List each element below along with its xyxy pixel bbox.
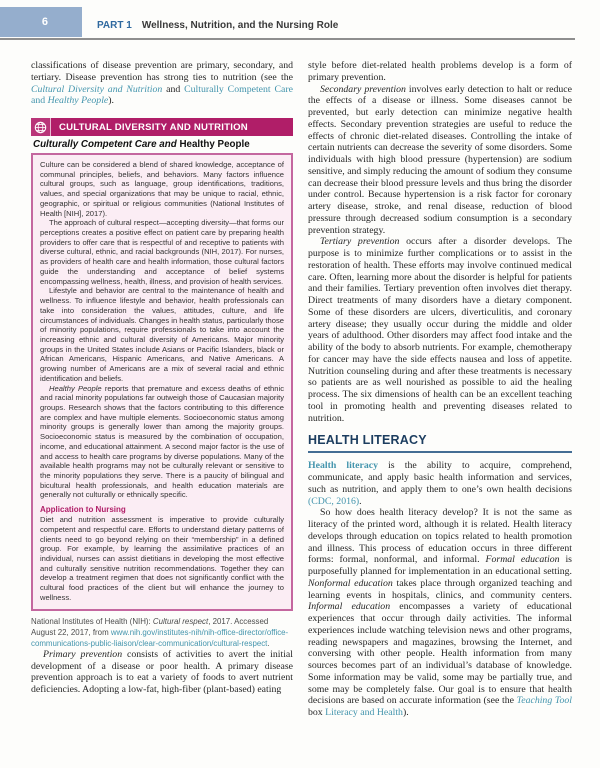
- cultural-diversity-feature-box: [31, 118, 293, 611]
- text-segment: is purposefully planned for implementation in an educational setting.: [308, 554, 572, 577]
- text-segment: Healthy People: [179, 139, 250, 150]
- feature-box-subtitle: [31, 136, 293, 153]
- text-segment: ).: [108, 95, 114, 107]
- health-literacy-section-heading: HEALTH LITERACY: [308, 433, 572, 453]
- application-to-nursing-heading: Application to Nursing: [40, 505, 126, 515]
- text-segment: Diet and nutrition assessment is imperative to provide culturally competent and respectful care. Efforts to understand dietary patterns of clients need to go beyond relying on their “membership” in a defined group. For example, by learning the assimilative practices of an individual, nurses can assist dietitians in developing the most effective and culturally sensitive nutrition recommendations. Together they can develop a treatment regimen that does not significantly conflict with the cultural food practices of the client but will enhance the journey to wellness.: [40, 515, 284, 602]
- text-segment: Culture can be considered a blend of shared knowledge, acceptance of communal principles, beliefs, and behaviors. Many factors influence cultural groups, such as language, group identifications, traditions, values, and special organizations that may be unique to racial, ethnic, geographic, or spiritual or religious communities (National Institutes of Health [NIH], 2017).: [40, 160, 284, 218]
- feature-box-body: [31, 153, 293, 611]
- text-segment: classifications of disease prevention are primary, secondary, and tertiary. Disease prevention has strong ties to nutrition (see the: [31, 60, 293, 83]
- text-segment: reports that premature and excess deaths of ethnic and racial minority populations far outweigh those of Caucasian majority groups. Research shows that the factors contributing to this difference are complex and have multiple elements. Socioeconomic status among minority groups is generally lower than among the majority groups. Socioeconomic status is measured by the combination of occupation, income, and educational attainment. A second major factor is the use of and access to health care programs by diverse populations. Many of the available health programs may not be culturally relevant or sensitive to the minority populations they serve. There is a paucity of bilingual and bicultural health professionals, and health education materials are generally not culturally or ethnically specific.: [40, 383, 284, 500]
- text-segment: encompasses a variety of educational experiences that occur through daily activities. The informal experiences include watching television news and other programs, reading newspapers and magazines, browsing the Internet, and conversing with other people. Health information from many sources becomes part of an individual’s database of knowledge. Some information may be valid, some may be partially true, and some may be completely false. Our goal is to ensure that health decisions are based on accurate information (see the: [308, 601, 572, 707]
- text-segment: Nonformal education: [308, 577, 393, 589]
- box-paragraph-lifestyle-behavior: [40, 286, 284, 383]
- nih-citation: [31, 616, 293, 649]
- text-segment: consists of activities to avert the initial development of a disease or poor health. A primary disease prevention approach is to eat a variety of foods to avert nutrient deficiencies. Adopting a low-fat, high-fiber (plant-based) eating: [31, 648, 293, 696]
- box-paragraph-application-to-nursing: [40, 515, 284, 602]
- text-segment: .: [267, 638, 270, 648]
- paragraph-health-literacy-definition: [308, 460, 572, 507]
- cross-reference-link[interactable]: Literacy and Health: [325, 707, 403, 718]
- page-header: [0, 0, 600, 48]
- text-segment: Primary prevention: [43, 648, 123, 660]
- cross-reference-link[interactable]: (CDC, 2016): [308, 495, 360, 507]
- text-segment: Secondary prevention: [320, 83, 406, 95]
- text-segment: So how does health literacy develop? It is not the same as literacy of the printed word, although it is related. Health literacy develops through education on topics related to health promotion and illness. This process of education occurs in three different forms: formal, nonformal, and informal.: [308, 507, 572, 566]
- cross-reference-link[interactable]: Cultural Diversity and Nutrition: [31, 83, 163, 95]
- paragraph-primary-prevention-continued: [308, 60, 572, 84]
- part-title: Wellness, Nutrition, and the Nursing Role: [141, 20, 339, 31]
- paragraph-disease-prevention-intro: [31, 60, 293, 107]
- text-segment: Culturally Competent Care and: [33, 139, 180, 150]
- text-segment: .: [359, 495, 362, 507]
- text-segment: Formal education: [485, 554, 560, 566]
- globe-icon: [31, 118, 51, 136]
- text-segment: ).: [402, 707, 409, 718]
- paragraph-secondary-prevention: [308, 84, 572, 237]
- text-segment: , 2017. Accessed August 22, 2017, from: [31, 616, 269, 637]
- text-segment: Informal education: [308, 601, 391, 613]
- two-column-body: [0, 48, 600, 719]
- text-segment: The approach of cultural respect—accepting diversity—that forms our perceptions creates a positive effect on patient care by preparing health providers to offer care that is respectful of and receptive to patients with diverse cultural, ethnic, and racial backgrounds (NIH, 2017). For nurses, as providers of health care and health information, those cultural factors guide the understanding and acceptance of belief systems encompassing wellness, health, illness, and provision of health services.: [40, 218, 284, 286]
- text-segment: takes place through organized teaching and learning events in hospitals, clinics, and community centers.: [308, 577, 572, 601]
- cross-reference-link[interactable]: Culturally Competent Care and: [31, 83, 293, 107]
- header-rule: [0, 38, 575, 40]
- text-segment: Lifestyle and behavior are central to the maintenance of health and wellness. To influence lifestyle and behavior, health professionals can take into consideration the values, attitudes, culture, and life circumstances of individuals. Changes in health status, particularly those of minority populations, require professionals to take into account the increasing ethnic and cultural diversity of Americans. Major minority groups in the United States include Asians or Pacific Islanders, black or African Americans, Hispanic Americans, and Native Americans. A growing number of Americans are a mix of several racial and ethnic identification and beliefs.: [40, 286, 284, 383]
- cross-reference-link[interactable]: www.nih.gov/institutes-nih/nih-office-director/office-communications-public-liaison/clear-communication/cultural-respect: [31, 627, 289, 648]
- text-segment: National Institutes of Health (NIH):: [31, 616, 153, 626]
- paragraph-tertiary-prevention: [308, 236, 572, 424]
- part-label: PART 1: [97, 20, 132, 31]
- right-column: [308, 60, 572, 719]
- box-paragraph-healthy-people-report: [40, 384, 284, 501]
- feature-box-title-bar: [31, 118, 293, 136]
- text-segment: is the ability to acquire, comprehend, communicate, and apply basic health information and services, such as nutrition, and apply them to one’s own health decisions: [308, 460, 572, 495]
- running-head: [97, 20, 338, 31]
- box-paragraph-cultural-respect: [40, 218, 284, 286]
- text-segment: Tertiary prevention: [320, 236, 400, 248]
- text-segment: style before diet-related health problems develop is a form of primary prevention.: [308, 60, 572, 83]
- cross-reference-link[interactable]: Health literacy: [308, 460, 378, 472]
- cross-reference-link[interactable]: Teaching Tool: [516, 695, 572, 707]
- left-column: [31, 60, 293, 719]
- text-segment: involves early detection to halt or reduce the effects of a disease or illness. Some diseases cannot be prevented, but early detection can minimize negative health effects. Secondary prevention strategies are useful to reduce the effects of chronic diet-related diseases. Controlling the intake of certain nutrients can decrease the severity of some disorders. Some individuals with high blood pressure (hypertension) are sodium sensitive, and simply reducing the amount of sodium they consume can decrease their blood pressure levels and thus bring the disorder under control. Because hypertension is a risk factor for coronary artery disease, stroke, and renal disease, reduction of blood pressure through decreased sodium consumption is a secondary prevention strategy.: [308, 83, 572, 236]
- box-paragraph-culture-definition: [40, 160, 284, 218]
- text-segment: box: [308, 707, 326, 718]
- page-number-box: [0, 7, 82, 37]
- paragraph-health-literacy-development: [308, 507, 572, 719]
- feature-box-title: CULTURAL DIVERSITY AND NUTRITION: [59, 121, 248, 133]
- text-segment: Healthy People: [49, 383, 102, 393]
- page-number: 6: [41, 16, 48, 28]
- text-segment: occurs after a disorder develops. The purpose is to minimize further complications or to assist in the restoration of health. These efforts may involve continued medical care. Often, learning more about the disorder is helpful for patients and their families. Tertiary prevention often involves diet therapy. Direct treatments of many disorders have a dietary component. Some of these disorders are ulcers, diverticulitis, and coronary artery disease; they usually occur during the middle and older years of adulthood. Other disorders may affect food intake and the ability of the body to absorb nutrients. For example, chemotherapy for cancer may have the side effects nausea and loss of appetite. Nutrition counseling during and after these treatments is necessary so patients are as well nourished as possible to aid the healing process. The six dimensions of health can be an excellent teaching tool in promoting health and preventing diseases related to nutrition.: [308, 236, 572, 424]
- text-segment: and: [162, 83, 185, 95]
- cross-reference-link[interactable]: Healthy People: [47, 95, 109, 107]
- text-segment: Cultural respect: [152, 616, 209, 626]
- paragraph-primary-prevention: [31, 649, 293, 696]
